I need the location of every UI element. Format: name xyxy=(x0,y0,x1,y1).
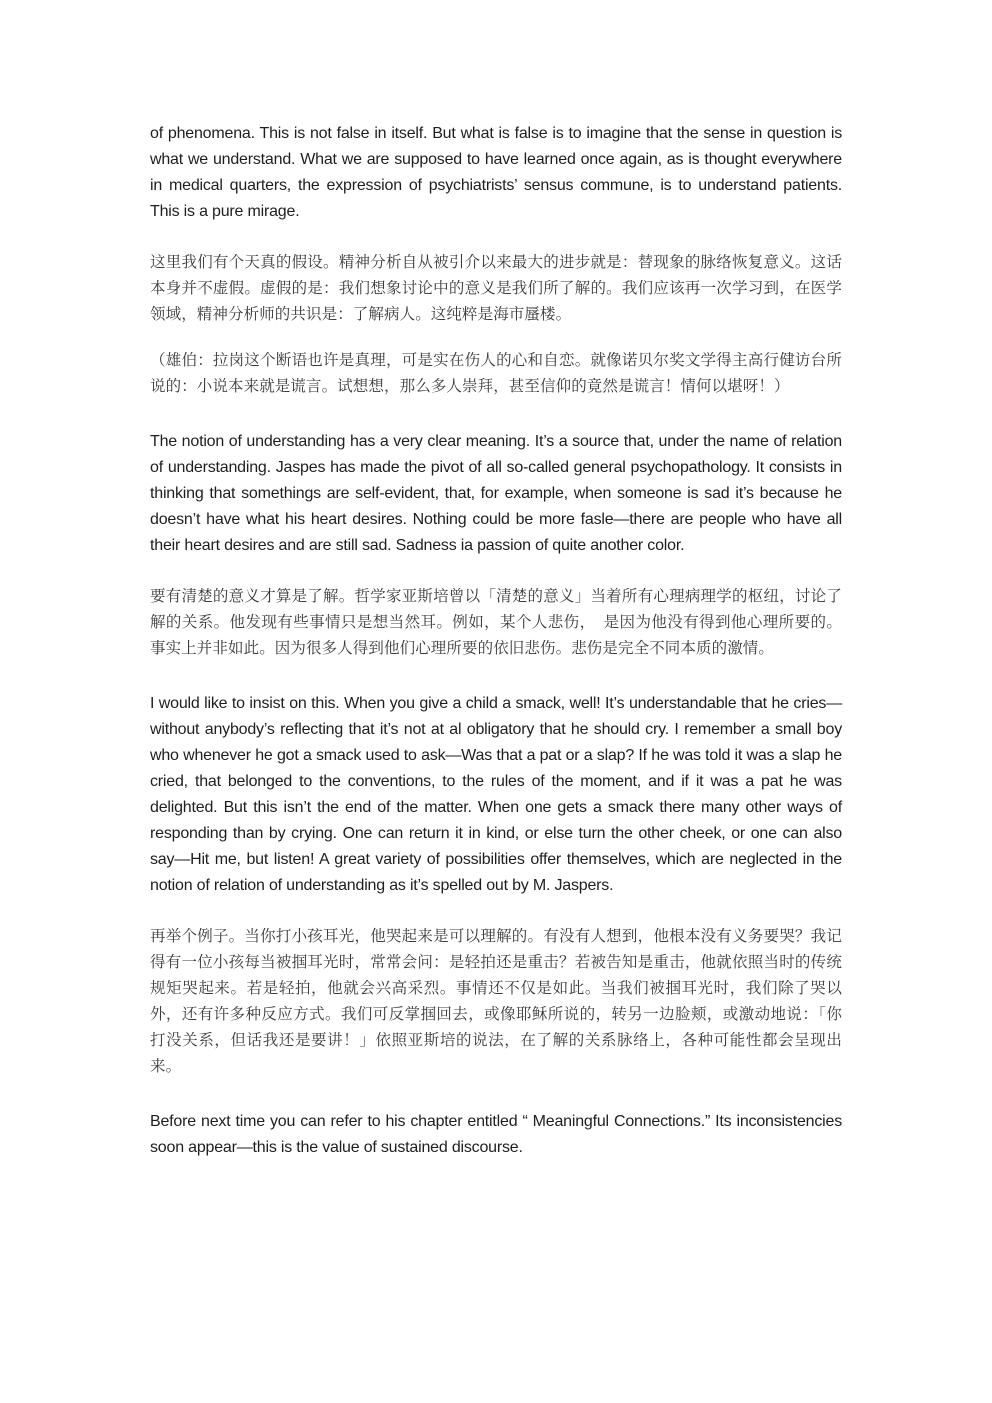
english-paragraph: of phenomena. This is not false in itself. But what is false is to imagine that the sense in question is what we understand. What we are supposed to have learned once again, as is thought everywhere in medical quarters, the expression of psychiatrists’ sensus commune, is to understand patients. This is a pure mirage. xyxy=(150,125,842,220)
english-paragraph: The notion of understanding has a very clear meaning. It’s a source that, under the name of relation of understanding. Jaspes has made the pivot of all so-called general psychopathology. It consists in thinking that somethings are self-evident, that, for example, when someone is sad it’s because he doesn’t have what his heart desires. Nothing could be more fasle—there are people who have all their heart desires and are still sad. Sadness ia passion of quite another color. xyxy=(150,433,842,554)
paragraph-gap xyxy=(150,399,842,429)
paragraph-gap xyxy=(150,1079,842,1109)
paragraph-gap xyxy=(150,225,842,249)
chinese-paragraph: 要有清楚的意义才算是了解。哲学家亚斯培曾以「清楚的意义」当着所有心理病理学的枢纽，讨论了解的关系。他发现有些事情只是想当然耳。例如，某个人悲伤， 是因为他没有得到他心理所要的。事实上并非如此。因为很多人得到他们心理所要的依旧悲伤。悲伤是完全不同本质的激情。 xyxy=(150,587,842,657)
paragraph-gap xyxy=(150,559,842,583)
paragraph-gap xyxy=(150,327,842,347)
english-paragraph: Before next time you can refer to his chapter entitled “ Meaningful Connections.” Its inconsistencies soon appear—this is the value of sustained discourse. xyxy=(150,1113,842,1156)
paragraph-gap xyxy=(150,899,842,923)
paragraph-gap xyxy=(150,661,842,691)
translator-note-paragraph: （雄伯：拉岗这个断语也许是真理，可是实在伤人的心和自恋。就像诺贝尔奖文学得主高行健访台所说的：小说本来就是谎言。试想想，那么多人崇拜，甚至信仰的竟然是谎言！情何以堪呀！） xyxy=(150,351,842,395)
chinese-paragraph: 再举个例子。当你打小孩耳光，他哭起来是可以理解的。有没有人想到，他根本没有义务要哭？我记得有一位小孩每当被掴耳光时，常常会问：是轻拍还是重击？若被告知是重击，他就依照当时的传统规矩哭起来。若是轻拍，他就会兴高采烈。事情还不仅是如此。当我们被掴耳光时，我们除了哭以外，还有许多种反应方式。我们可反掌掴回去，或像耶稣所说的，转另一边脸颊，或激动地说：「你打没关系，但话我还是要讲！」依照亚斯培的说法，在了解的关系脉络上，各种可能性都会呈现出来。 xyxy=(150,927,842,1075)
english-paragraph: I would like to insist on this. When you give a child a smack, well! It’s understandable that he cries—without anybody’s reflecting that it’s not at al obligatory that he should cry. I remember a small boy who whenever he got a smack used to ask—Was that a pat or a slap? If he was told it was a slap he cried, that belonged to the conventions, to the rules of the moment, and if it was a pat he was delighted. But this isn’t the end of the matter. When one gets a smack there many other ways of responding than by crying. One can return it in kind, or else turn the other cheek, or one can also say—Hit me, but listen! A great variety of possibilities offer themselves, which are neglected in the notion of relation of understanding as it’s spelled out by M. Jaspers. xyxy=(150,695,842,894)
chinese-paragraph: 这里我们有个天真的假设。精神分析自从被引介以来最大的进步就是：替现象的脉络恢复意义。这话本身并不虚假。虚假的是：我们想象讨论中的意义是我们所了解的。我们应该再一次学习到，在医学领域，精神分析师的共识是：了解病人。这纯粹是海市蜃楼。 xyxy=(150,253,842,323)
document-page xyxy=(150,121,842,1161)
